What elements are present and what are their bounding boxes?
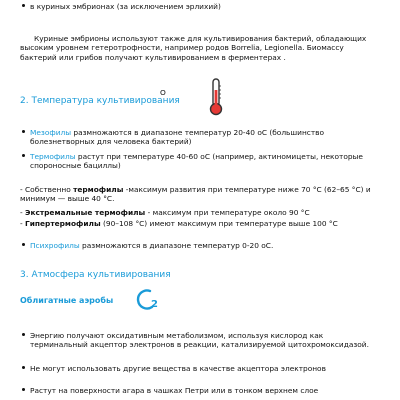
dash-item [20,208,378,217]
dash-lead: - [20,219,26,228]
bullet-dot [22,130,25,133]
dash-text: - максимум при температуре около 90 °С [145,208,310,217]
psychrophiles-text: размножаются в диапазоне температур 0-20 oC. [79,241,274,250]
bullet-dot [22,366,25,369]
dash-item [20,219,378,228]
list-item [30,2,378,11]
aerobe-bullet-1: Энергию получают оксидативным метаболизмом, используя кислород как терминальный акцептор электронов в реакции, катализируемой цитохромоксидазой. [30,331,369,350]
section-2-title: 2. Температура культивирования [20,96,180,106]
list-item [30,386,378,395]
list-item [30,241,378,250]
dash-bold: Гипертермофилы [25,219,101,228]
bullet-dot [22,243,25,246]
bullet-dot [22,333,25,336]
term-mesophiles: Мезофилы [30,128,72,137]
term-thermophiles: Термофилы [30,152,76,161]
list-item [30,152,378,171]
o2-subscript: 2 [151,299,158,310]
thermophiles-text: растут при температуре 40-60 oC (например, актиномицеты, некоторые спороносные бациллы) [30,152,363,171]
bullet-dot [22,4,25,7]
top-bullet-text: в куриных эмбрионах (за исключением эрлихий) [30,2,221,11]
thermometer-icon [208,78,224,116]
aerobe-bullet-3: Растут на поверхности агара в чашках Петри или в тонком верхнем слое [30,386,319,395]
bullet-dot [22,154,25,157]
mesophiles-text: размножаются в диапазоне температур 20-40 oC (большинство болезнетворных для человека бактерий) [30,128,325,147]
dash-bold: термофилы [73,185,124,194]
term-psychrophiles: Психрофилы [30,241,80,250]
dash-item [20,185,378,204]
section-3-title: 3. Атмосфера культивирования [20,270,171,280]
dash-text: -максимум развития при температуре ниже 70 °С (62–65 °С) и минимум — выше 40 °С. [20,185,371,204]
list-item [30,331,378,350]
dash-text: (90–108 °С) имеют максимум при температуре выше 100 °С [100,219,338,228]
obligate-aerobes-subtitle: Облигатные аэробы [20,296,114,305]
bullet-dot [22,388,25,391]
dash-bold: Экстремальные термофилы [25,208,146,217]
aerobe-bullet-2: Не могут использовать другие вещества в качестве акцептора электронов [30,364,326,373]
o2-letter: O [160,88,166,97]
list-item [30,364,378,373]
dash-lead: - [20,208,26,217]
o2-icon [134,88,166,314]
dash-lead: - Собственно [20,185,74,194]
intro-paragraph: Куриные эмбрионы используют также для культивирования бактерий, обладающих высоким уровнем гетеротрофности, например родов Borrelia, Legionella. Биомассу бактерий или грибов получают культивированием в ферментерах . [20,34,367,62]
list-item [30,128,378,147]
